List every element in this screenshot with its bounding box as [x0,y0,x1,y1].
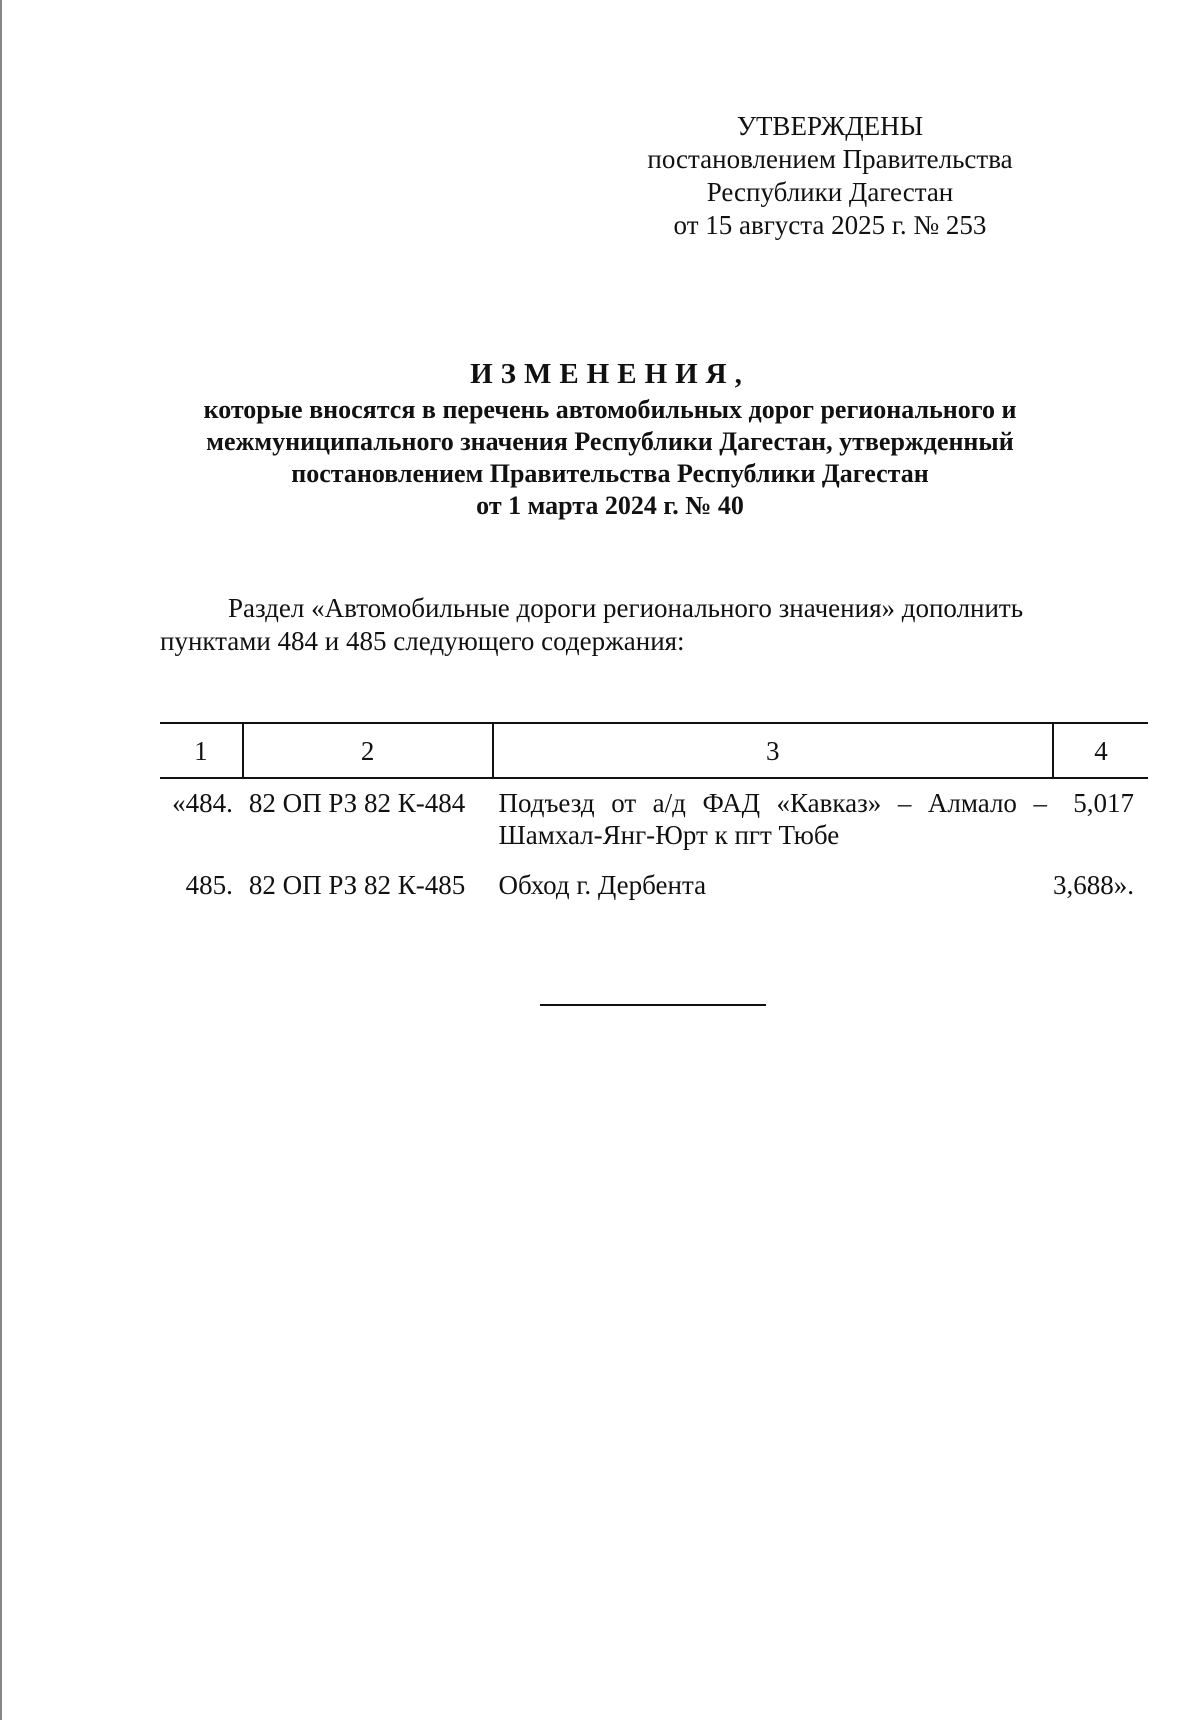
approval-stamp [620,110,1040,242]
title-sub-1: которые вносятся в перечень автомобильных дорог регионального и [203,395,1017,424]
road-length: 5,017 [1073,788,1134,818]
scan-edge-line [0,0,2,1720]
road-name: Подъезд от а/д ФАД «Кавказ» – Алмало – Шамхал-Янг-Юрт к пгт Тюбе [498,788,1047,850]
road-code: 82 ОП РЗ 82 К-484 [248,788,466,818]
approval-line-1: постановлением Правительства [647,144,1013,174]
row-number: «484. [172,788,233,818]
document-title [120,356,1100,522]
header-col-2: 2 [243,723,493,778]
header-col-1: 1 [160,723,243,778]
road-length: 3,688». [1053,870,1134,900]
intro-line-2: пунктами 484 и 485 следующего содержания: [160,626,685,656]
table-row [160,851,1148,901]
intro-paragraph [160,592,1080,658]
header-col-3: 3 [493,723,1053,778]
road-code: 82 ОП РЗ 82 К-485 [248,870,466,900]
header-col-4: 4 [1053,723,1148,778]
table-row [160,778,1148,851]
title-sub-2: межмуниципального значения Республики Дагестан, утвержденный [206,427,1014,456]
end-separator-line [540,1004,766,1006]
title-sub-4: от 1 марта 2024 г. № 40 [476,491,744,520]
roads-table [160,722,1148,901]
title-main: ИЗМЕНЕНИЯ, [470,358,750,390]
approval-heading: УТВЕРЖДЕНЫ [736,111,924,141]
intro-line-1: Раздел «Автомобильные дороги регионального значения» дополнить [228,593,1024,623]
title-sub-3: постановлением Правительства Республики Дагестан [291,459,929,488]
approval-line-2: Республики Дагестан [706,177,954,207]
table-header-row [160,723,1148,778]
approval-date: от 15 августа 2025 г. № 253 [673,210,987,240]
road-name: Обход г. Дербента [498,870,707,900]
row-number: 485. [185,870,233,900]
